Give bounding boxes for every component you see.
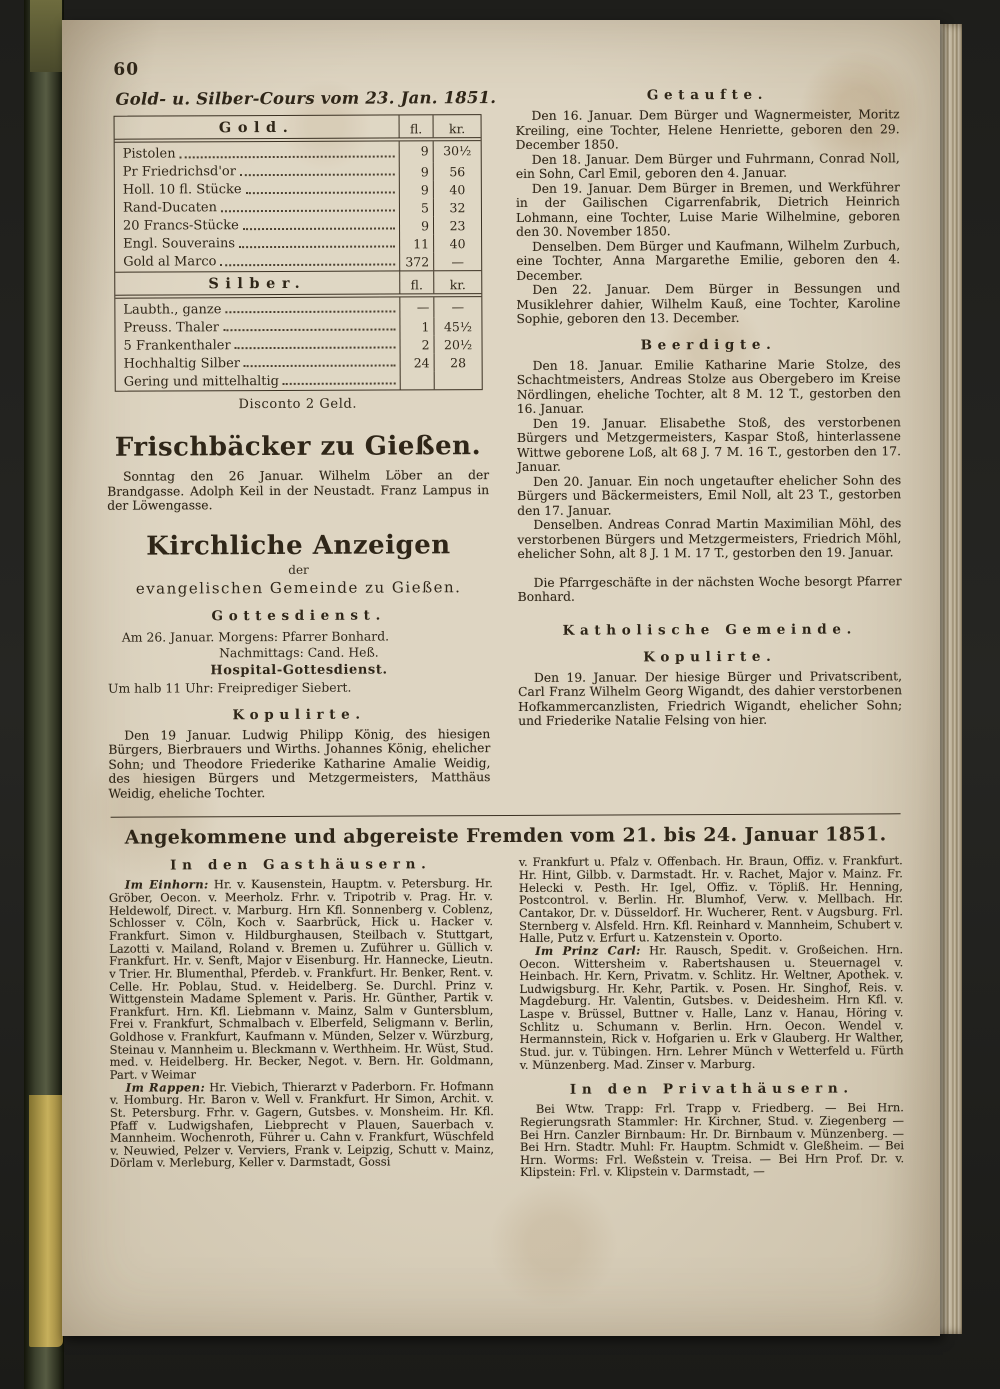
kirchliche-anzeigen-heading: Kirchliche Anzeigen	[146, 529, 451, 562]
row-label: Hochhaltig Silber	[123, 355, 241, 372]
katholische-kopulirte-text: Den 19. Januar. Der hiesige Bürger und Privatscribent, Carl Franz Wilhelm Georg Wigandt, des dahier verstorbenen Hofkammercanzlisten, Friedrich Wigandt, ehelicher Sohn; und Friederike Natalie Felsing von hier.	[518, 668, 903, 728]
row-label: Gold al Marco	[123, 254, 217, 270]
left-column	[105, 88, 497, 801]
row-fl-value: 2	[400, 335, 434, 353]
disconto-note: Disconto 2 Geld.	[238, 396, 358, 413]
row-kr-value: 45½	[433, 317, 481, 335]
row-label: Pistolen	[122, 146, 176, 162]
prinz-carl-lead: Im Prinz Carl:	[535, 943, 641, 958]
dot-leader	[239, 245, 395, 248]
katholische-gemeinde-heading: Katholische Gemeinde.	[562, 620, 858, 639]
katholische-kopulirte-heading: Kopulirte.	[643, 648, 777, 665]
row-label: Engl. Souverains	[123, 236, 236, 252]
row-kr-value: 30½	[433, 141, 481, 162]
table-row	[115, 252, 481, 272]
kopulirte-text: Den 19 Januar. Ludwig Philipp König, des hiesigen Bürgers, Bierbrauers und Wirths. Johannes König, ehelicher Sohn; und Theodore Friederike Katharine Amalie Weidig, des hiesigen Bürgers und Metzgermeisters, Matthäus Weidig, eheliche Tochter.	[108, 726, 491, 801]
table-row	[116, 335, 482, 355]
top-columns	[105, 86, 902, 801]
right-column	[515, 86, 902, 799]
row-kr-value: 40	[433, 234, 481, 252]
prinz-carl-paragraph	[519, 943, 904, 1071]
getaufte-paragraph: Den 18. Januar. Dem Bürger und Fuhrmann, Conrad Noll, ein Sohn, Carl Emil, geboren den 4. Januar.	[515, 150, 900, 181]
einhorn-lead: Im Einhorn:	[124, 877, 209, 893]
underlying-page-corner-top	[30, 0, 62, 72]
getaufte-heading: Getaufte.	[646, 86, 769, 104]
beerdigte-paragraphs	[517, 357, 902, 562]
continuation-paragraph: v. Frankfurt u. Pfalz v. Offenbach. Hr. Braun, Offiz. v. Frankfurt. Hr. Hint, Gilbb. v. Darmstadt. Hr. v. Rachet, Major v. Mainz. Fr. Helecki v. Pesth. Hr. Igel, Offiz. v. Töpliß. Hr. Henning, Postcontrol. v. Berlin. Hr. Blumhof, Verw. v. Mellbach. Hr. Cantakor, Dr. v. Düsseldorf. Hr. Wucherer, Rent. v Augsburg. Frl. Sternberg v. Alsfeld. Hrn. Kfl. Reinhard v. Mannheim, Schubert v. Halle, Putz v. Erfurt u. Katzenstein v. Oporto.	[518, 853, 904, 946]
pfarr-note: Die Pfarrgeschäfte in der nächsten Woche besorgt Pfarrer Bonhard.	[517, 573, 902, 604]
silber-rows	[115, 297, 481, 391]
silber-header-row	[115, 270, 481, 299]
dot-leader	[283, 382, 396, 384]
getaufte-paragraph: Denselben. Dem Bürger und Kaufmann, Wilhelm Zurbuch, eine Tochter, Anna Margarethe Emilie, geboren den 4. December.	[516, 237, 901, 283]
row-fl-value	[400, 371, 434, 389]
getaufte-paragraph: Den 22. Januar. Dem Bürger in Bessungen und Musiklehrer dahier, Wilhelm Kauß, eine Tochter, Karoline Sophie, geboren den 13. December.	[516, 281, 901, 326]
row-fl-value: 9	[399, 162, 433, 180]
table-row	[116, 353, 482, 373]
fremden-title: Angekommene und abgereiste Fremden vom 21. bis 24. Januar 1851.	[124, 823, 887, 850]
row-fl-value: 1	[399, 317, 433, 335]
row-label: Holl. 10 fl. Stücke	[122, 182, 242, 198]
row-label: Laubth., ganze	[123, 301, 222, 318]
table-row	[116, 371, 482, 391]
page-number: 60	[113, 59, 140, 80]
fremden-columns	[109, 855, 904, 1181]
dot-leader	[240, 173, 395, 176]
frischbaecker-text: Sonntag den 26 Januar. Wilhelm Löber an der Brandgasse. Adolph Keil in der Neustadt. Franz Lampus in der Löwengasse.	[107, 468, 490, 513]
privathaeuser-paragraph: Bei Wtw. Trapp: Frl. Trapp v. Friedberg. — Bei Hrn. Regierungsrath Stammler: Hr. Kirchner, Stud. v. Ziegenberg — Bei Hrn. Canzler Birnbaum: Hr. Dr. Birnbaum v. Münzenberg. — Bei Hrn. Stadtr. Muhl: Fr. Hauptm. Schmidt v. Gleßheim. — Bei Hrn. Worms: Frl. Weßstein v. Treisa. — Bei Hrn Prof. Dr. v. Klipstein: Frl. v. Klipstein v. Darmstadt, —	[519, 1100, 905, 1180]
row-fl-value: 9	[399, 216, 433, 234]
row-kr-value: 20½	[433, 335, 481, 353]
fl-column-header: fl.	[399, 115, 433, 137]
row-fl-value: 24	[400, 353, 434, 371]
dot-leader	[243, 227, 395, 230]
row-label: Rand-Ducaten	[122, 200, 218, 216]
row-label: 5 Frankenthaler	[123, 337, 231, 354]
beerdigte-heading: Beerdigte.	[640, 336, 777, 353]
hospital-gottesdienst-heading: Hospital-Gottesdienst.	[210, 662, 388, 679]
row-label: Preuss. Thaler	[123, 319, 219, 336]
service-line-morgens: Am 26. Januar. Morgens: Pfarrer Bonhard.	[121, 628, 390, 645]
table-row	[115, 317, 481, 337]
einhorn-paragraph	[109, 877, 494, 1081]
row-kr-value: 40	[433, 180, 481, 198]
dot-leader	[244, 364, 396, 367]
row-kr-value: 32	[433, 198, 481, 216]
dot-leader	[220, 263, 395, 266]
fremden-right-column	[519, 855, 904, 1179]
table-row	[115, 234, 481, 254]
beerdigte-paragraph: Den 18. Januar. Emilie Katharine Marie Stolze, des Schachtmeisters, Andreas Stolze aus Obergebero im Kreise Nördlingen, eheliche Tochter, alt 8 M. 12 T., gestorben den 16. Januar.	[516, 356, 901, 416]
page-content	[105, 56, 904, 1301]
beerdigte-paragraph: Den 20. Januar. Ein noch ungetaufter ehelicher Sohn des Bürgers und Bäckermeisters, Emil Noll, alt 23 T., gestorben den 17. Januar.	[517, 472, 902, 518]
gottesdienst-heading: Gottesdienst.	[211, 607, 386, 624]
newspaper-page	[62, 20, 940, 1336]
fremden-left-column	[109, 856, 494, 1180]
row-kr-value: —	[433, 252, 481, 270]
beerdigte-paragraph: Den 19. Januar. Elisabethe Stoß, des verstorbenen Bürgers und Metzgermeisters, Kaspar Stoß, hinterlassene Wittwe geborene Loß, alt 68 J. 7 M. 16 T., gestorben den 17. Januar.	[516, 414, 902, 474]
kirchliche-sub-der: der	[288, 562, 309, 577]
getaufte-paragraph: Den 16. Januar. Dem Bürger und Wagnermeister, Moritz Kreiling, eine Tochter, Helene Henriette, geboren den 29. December 1850.	[515, 107, 900, 152]
table-row	[115, 141, 481, 163]
table-row	[115, 180, 481, 200]
row-fl-value: 372	[399, 252, 433, 270]
kr-column-header: kr.	[433, 115, 481, 137]
row-label: Pr Friedrichsd'or	[122, 164, 236, 180]
gasthaeuser-heading: In den Gasthäusern.	[170, 856, 432, 874]
gold-silver-table	[114, 114, 483, 392]
gold-rows	[115, 141, 482, 271]
dot-leader	[221, 209, 395, 212]
section-divider	[111, 814, 901, 818]
row-kr-value: 23	[433, 216, 481, 234]
gold-heading: Gold.	[218, 118, 295, 137]
row-fl-value: —	[399, 297, 433, 318]
row-fl-value: 9	[399, 180, 433, 198]
getaufte-paragraphs	[516, 107, 901, 326]
dot-leader	[225, 310, 395, 313]
kirchliche-sub-gemeinde: evangelischen Gemeinde zu Gießen.	[135, 577, 462, 598]
table-row	[115, 216, 481, 236]
row-label: 20 Francs-Stücke	[122, 218, 239, 234]
row-fl-value: 11	[399, 234, 433, 252]
dot-leader	[223, 328, 396, 331]
row-fl-value: 9	[399, 141, 433, 162]
cours-title: Gold- u. Silber-Cours vom 23. Jan. 1851.	[115, 88, 497, 109]
silber-heading: Silber.	[208, 274, 307, 292]
table-row	[115, 297, 481, 319]
dot-leader	[246, 191, 395, 194]
rappen-lead: Im Rappen:	[125, 1079, 206, 1095]
dot-leader	[180, 155, 395, 158]
row-kr-value	[434, 371, 482, 389]
frischbaecker-heading: Frischbäcker zu Gießen.	[114, 431, 482, 463]
einhorn-text: Hr. v. Kausenstein, Hauptm. v. Petersburg. Hr. Gröber, Oecon. v. Meerholz. Frhr. v. Tripotrib v. Prag. Hr. v. Heldewolf, Direct. v. Marburg. Hrn Kfl. Sonnenberg v. Coblenz, Schlosser v. Cöln, Koch v. Saarbrück, Hick u. Hacker v. Frankfurt. Simon v. Hildburghausen, Steilbach v. Stuttgart, Lazotti v. Mailand, Roland v. Bremen u. Zuführer u. Güllich v. Frankfurt. Hr. v. Senft, Major v Eisenburg. Hr. Hannecke, Lieutn. v Trier. Hr. Blumenthal, Pferdeb. v. Frankfurt. Hr. Benker, Rent. v. Celle. Hr. Poblau, Stud. v. Heidelberg. Se. Durchl. Prinz v. Wittgenstein Madame Splement v. Paris. Hr. Günther, Partik v. Frankfurt. Hrn. Kfl. Liebmann v. Mainz, Salm v Guntersblum, Frei v. Frankfurt, Schmalbach v. Elberfeld, Seligmann v. Berlin, Goldhose v. Frankfurt, Kaufmann v. Münden, Selzer v. Würzburg, Steinau v. Mannheim u. Bleckmann v. Werthheim. Hr. Wüst, Stud. med. v. Heidelberg. Hr. Becker, Negot. v. Bern. Hr. Goldmann, Part. v Weimar	[108, 876, 494, 1082]
underlying-page-corner-bottom	[29, 1095, 63, 1347]
kr-column-header-silber: kr.	[433, 271, 481, 293]
fl-column-header-silber: fl.	[399, 271, 433, 293]
table-row	[115, 198, 481, 218]
service-line-nachmittags: Nachmittags: Cand. Heß.	[219, 644, 379, 660]
row-label: Gering und mittelhaltig	[123, 373, 279, 390]
beerdigte-paragraph: Denselben. Andreas Conrad Martin Maximilian Möhl, des verstorbenen Bürgers und Metzgermeisters, Friedrich Möhl, ehelicher Sohn, alt 8 J. 1 M. 17 T., gestorben den 19. Januar.	[517, 516, 902, 561]
rappen-text: Hr. Viebich, Thierarzt v Paderborn. Fr. Hofmann v. Homburg. Hr. Baron v. Well v. Frankfurt. Hr Simon, Archit. v. St. Petersburg. Frhr. v. Gagern, Gutsbes. v. Monsheim. Hr. Kfl. Pfaff v. Ludwigshafen, Liebprecht v Plauen, Sauerbach v. Mannheim. Wochenroth, Führer u. Cahn v. Frankfurt, Wüschfeld v. Neuwied, Pelzer v. Verviers, Frank v. Leipzig, Schutt v. Mainz, Dörlam v. Merleburg, Keller v. Darmstadt, Gossi	[109, 1078, 495, 1171]
gold-header-row	[115, 115, 481, 143]
kopulirte-heading: Kopulirte.	[232, 706, 366, 724]
table-row	[115, 162, 481, 182]
row-kr-value: 28	[434, 353, 482, 371]
service-line-hospital: Um halb 11 Uhr: Freiprediger Siebert.	[108, 679, 352, 696]
prinz-carl-text: Hr. Rausch, Spedit. v. Großeichen. Hrn. Oecon. Wittersheim v. Rabertshausen u. Steuernagel v. Heinbach. Hr. Kern, Privatm. v. Schlitz. Hr. Weltner, Apothek. v. Ludwigsburg. Hr. Kehr, Partik. v. Posen. Hr. Singhof, Reis. v. Magdeburg. Hr. Valentin, Gutsbes. v. Deidesheim. Hrn Kfl. v. Laspe v. Brüssel, Buttner v. Halle, Lanz v. Hanau, Höring v. Schlitz u. Schumann v. Berlin. Hrn. Oecon. Wendel v. Hermannstein, Rick v. Hofgarien u. Erk v Glauberg. Hr Walther, Stud. jur. v. Tübingen. Hrn. Lehrer Münch v Wetterfeld u. Fürth v. Münzenberg. Mad. Zinser v. Marburg.	[519, 942, 904, 1072]
row-kr-value: —	[433, 297, 481, 318]
rappen-paragraph	[110, 1080, 494, 1170]
getaufte-paragraph: Den 19. Januar. Dem Bürger in Bremen, und Werkführer in der Gailischen Cigarrenfabrik, Dietrich Heinrich Lohmann, eine Tochter, Luise Marie Wilhelmine, geboren den 30. November 1850.	[515, 179, 901, 239]
row-fl-value: 5	[399, 198, 433, 216]
privathaeuser-heading: In den Privathäusern.	[569, 1080, 854, 1098]
row-kr-value: 56	[433, 162, 481, 180]
dot-leader	[235, 346, 396, 349]
